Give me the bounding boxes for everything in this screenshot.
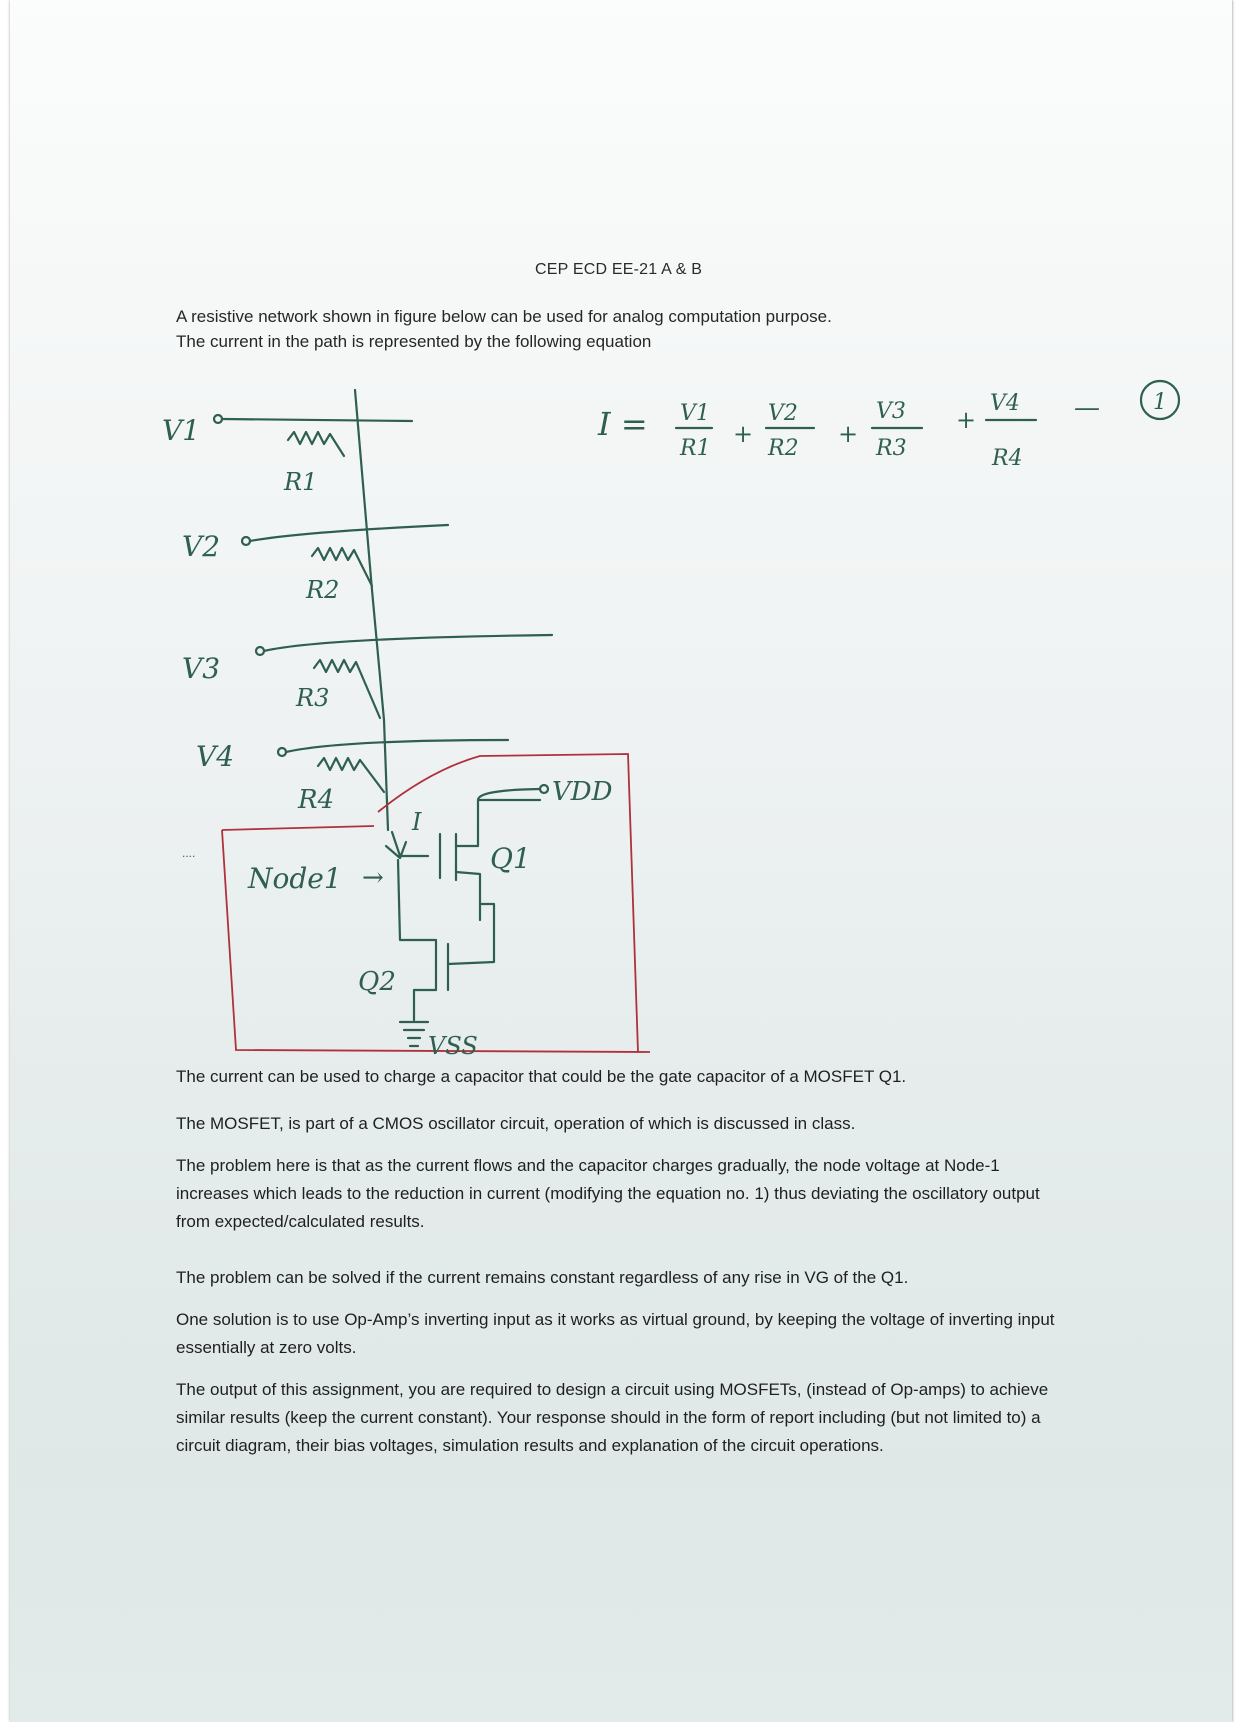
- resistor-label-r1: R1: [284, 468, 318, 496]
- resistor-r1: [288, 432, 344, 456]
- vss-label: VSS: [428, 1032, 478, 1060]
- terminal-v2: [242, 537, 250, 545]
- terminal-v1: [214, 415, 222, 423]
- paragraph-4: The problem can be solved if the current remains constant regardless of any rise in VG of the Q1.: [176, 1268, 909, 1287]
- resistor-label-r4: R4: [298, 785, 335, 815]
- q1-gate: [400, 834, 456, 880]
- wire-v3: [264, 635, 552, 651]
- eq-den-3: R3: [876, 436, 907, 461]
- q1-label: Q1: [490, 842, 531, 875]
- input-label-v1: V1: [162, 414, 201, 447]
- eq-num-1: V1: [680, 401, 710, 426]
- equation-lhs: I =: [598, 405, 648, 443]
- terminal-v4: [278, 748, 286, 756]
- current-arrow: [386, 832, 406, 858]
- eq-num-3: V3: [876, 399, 906, 424]
- eq-den-4: R4: [992, 446, 1023, 471]
- red-box-top: [222, 826, 374, 830]
- equation: [597, 381, 1179, 471]
- ground-symbol: [400, 1010, 428, 1046]
- eq-den-2: R2: [768, 436, 799, 461]
- margin-dots: ....: [182, 846, 196, 860]
- paragraph-2: The MOSFET, is part of a CMOS oscillator circuit, operation of which is discussed in class.: [176, 1114, 856, 1133]
- wire-v4: [286, 740, 508, 752]
- eq-num-4: V4: [990, 391, 1020, 416]
- intro-line-1: A resistive network shown in figure below can be used for analog computation purpose.: [176, 307, 832, 326]
- intro-line-2: The current in the path is represented by the following equation: [176, 332, 652, 351]
- eq-plus-3: +: [956, 406, 977, 434]
- paragraph-5: One solution is to use Op-Amp’s inverting input as it works as virtual ground, by keeping the voltage of inverting input essentially at zero volts.: [176, 1310, 1055, 1357]
- eq-plus-1: +: [733, 420, 754, 448]
- eq-den-1: R1: [680, 436, 711, 461]
- terminal-v3: [256, 647, 264, 655]
- input-label-v2: V2: [182, 530, 221, 563]
- node1-label: Node1: [248, 862, 342, 895]
- wire-v1: [222, 419, 412, 421]
- current-label: I: [412, 808, 422, 836]
- paragraph-1: The current can be used to charge a capacitor that could be the gate capacitor of a MOSFET Q1.: [176, 1067, 907, 1086]
- wire-v2: [250, 525, 448, 541]
- paragraph-6: The output of this assignment, you are required to design a circuit using MOSFETs, (instead of Op-amps) to achieve similar results (keep the current constant). Your response should in the form of report including (but not limited to) a circuit diagram, their bias voltages, simulation results and explanation of the circuit operations.: [176, 1380, 1049, 1455]
- eq-plus-2: +: [838, 420, 859, 448]
- eq-num-2: V2: [768, 401, 798, 426]
- node1-arrow: →: [362, 863, 384, 893]
- vdd-terminal: [540, 785, 548, 793]
- vdd-wire: [478, 789, 540, 800]
- input-label-v3: V3: [182, 652, 221, 685]
- resistor-label-r3: R3: [296, 684, 330, 712]
- eq-dash: —: [1074, 393, 1100, 423]
- input-label-v4: V4: [196, 740, 235, 773]
- document-title: CEP ECD EE-21 A & B: [535, 261, 703, 278]
- eq-number: 1: [1153, 390, 1167, 415]
- resistor-label-r2: R2: [306, 576, 340, 604]
- vdd-label: VDD: [552, 777, 613, 807]
- main-vertical-line: [355, 390, 388, 830]
- q2-label: Q2: [358, 967, 396, 997]
- paragraph-3: The problem here is that as the current flows and the capacitor charges gradually, the node voltage at Node-1 increases which leads to the reduction in current (modifying the equation no. 1) thus deviating the oscillatory output from expected/calculated results.: [176, 1156, 1040, 1231]
